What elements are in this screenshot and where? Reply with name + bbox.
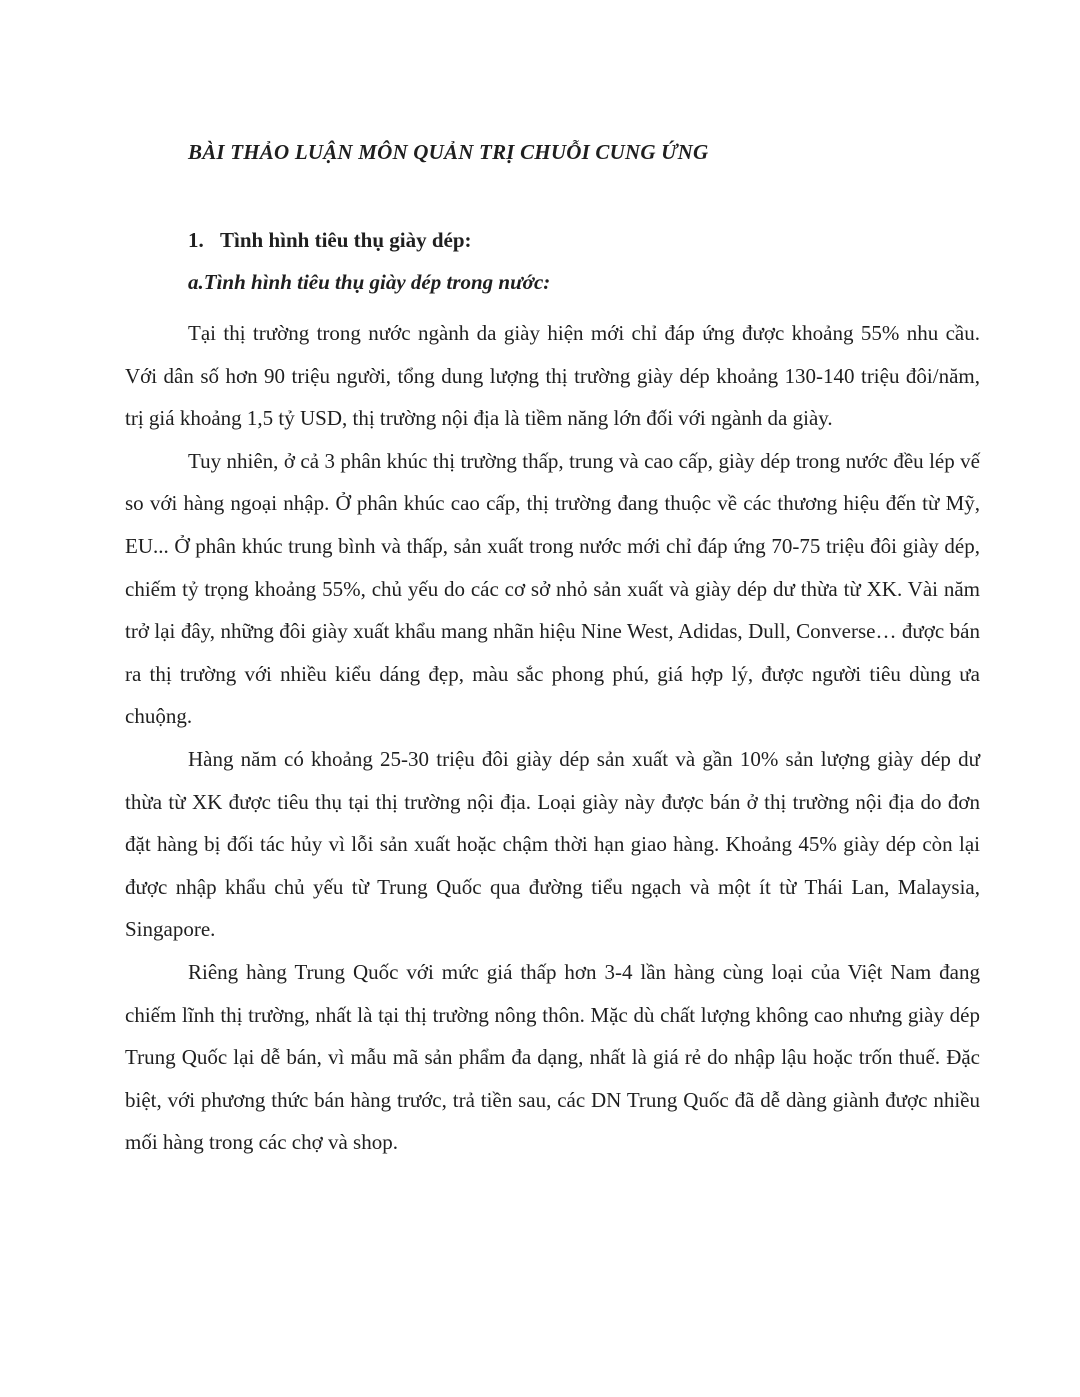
document-body [125, 312, 980, 1164]
section-heading-text: Tình hình tiêu thụ giày dép: [220, 228, 472, 252]
document-title: BÀI THẢO LUẬN MÔN QUẢN TRỊ CHUỖI CUNG ỨNG [188, 140, 709, 164]
body-paragraph: Tại thị trường trong nước ngành da giày hiện mới chỉ đáp ứng được khoảng 55% nhu cầu. Với dân số hơn 90 triệu người, tổng dung lượng thị trường giày dép khoảng 130-140 triệu đôi/năm, trị giá khoảng 1,5 tỷ USD, thị trường nội địa là tiềm năng lớn đối với ngành da giày. [125, 321, 980, 431]
subsection-heading: a.Tình hình tiêu thụ giày dép trong nước: [188, 270, 551, 294]
body-paragraph: Tuy nhiên, ở cả 3 phân khúc thị trường thấp, trung và cao cấp, giày dép trong nước đều lép vế so với hàng ngoại nhập. Ở phân khúc cao cấp, thị trường đang thuộc về các thương hiệu đến từ Mỹ, EU... Ở phân khúc trung bình và thấp, sản xuất trong nước mới chỉ đáp ứng 70-75 triệu đôi giày dép, chiếm tỷ trọng khoảng 55%, chủ yếu do các cơ sở nhỏ sản xuất và giày dép dư thừa từ XK. Vài năm trở lại đây, những đôi giày xuất khẩu mang nhãn hiệu Nine West, Adidas, Dull, Converse… được bán ra thị trường với nhiều kiểu dáng đẹp, màu sắc phong phú, giá hợp lý, được người tiêu dùng ưa chuộng. [125, 448, 980, 729]
body-paragraph: Hàng năm có khoảng 25-30 triệu đôi giày dép sản xuất và gần 10% sản lượng giày dép dư thừa từ XK được tiêu thụ tại thị trường nội địa. Loại giày này được bán ở thị trường nội địa do đơn đặt hàng bị đối tác hủy vì lỗi sản xuất hoặc chậm thời hạn giao hàng. Khoảng 45% giày dép còn lại được nhập khẩu chủ yếu từ Trung Quốc qua đường tiểu ngạch và một ít từ Thái Lan, Malaysia, Singapore. [125, 746, 980, 942]
section-number: 1. [188, 228, 204, 252]
body-paragraph: Riêng hàng Trung Quốc với mức giá thấp hơn 3-4 lần hàng cùng loại của Việt Nam đang chiếm lĩnh thị trường, nhất là tại thị trường nông thôn. Mặc dù chất lượng không cao nhưng giày dép Trung Quốc lại dễ bán, vì mẫu mã sản phẩm đa dạng, nhất là giá rẻ do nhập lậu hoặc trốn thuế. Đặc biệt, với phương thức bán hàng trước, trả tiền sau, các DN Trung Quốc đã dễ dàng giành được nhiều mối hàng trong các chợ và shop. [125, 959, 980, 1155]
section-heading [188, 228, 472, 253]
